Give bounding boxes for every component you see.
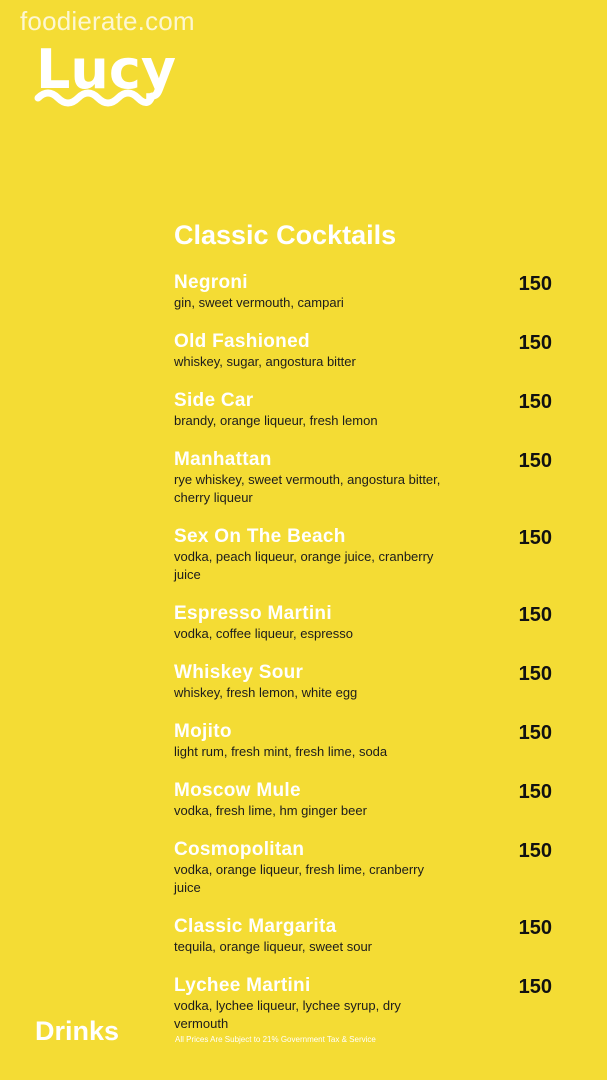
menu-item xyxy=(174,975,552,1033)
item-price: 150 xyxy=(518,722,552,744)
item-name: Moscow Mule xyxy=(174,780,301,801)
item-name: Espresso Martini xyxy=(174,603,332,624)
item-price: 150 xyxy=(518,527,552,549)
section-title: Classic Cocktails xyxy=(174,220,397,250)
item-name: Whiskey Sour xyxy=(174,662,304,683)
item-name: Cosmopolitan xyxy=(174,839,305,860)
item-description: vodka, fresh lime, hm ginger beer xyxy=(174,803,367,818)
menu-item xyxy=(174,272,552,312)
item-description: gin, sweet vermouth, campari xyxy=(174,295,344,310)
menu-item xyxy=(174,390,552,430)
menu-item xyxy=(174,662,552,702)
item-price: 150 xyxy=(518,391,552,413)
item-description: vodka, coffee liqueur, espresso xyxy=(174,626,353,641)
menu-item xyxy=(174,449,552,507)
item-description: whiskey, sugar, angostura bitter xyxy=(174,354,356,369)
menu-item xyxy=(174,721,552,761)
item-description: rye whiskey, sweet vermouth, angostura bitter, cherry liqueur xyxy=(174,472,441,505)
item-name: Mojito xyxy=(174,721,232,742)
menu-item xyxy=(174,526,552,584)
menu-item xyxy=(174,780,552,820)
item-price: 150 xyxy=(518,604,552,626)
item-description: vodka, lychee liqueur, lychee syrup, dry vermouth xyxy=(174,998,401,1031)
menu-item xyxy=(174,839,552,897)
item-name: Sex On The Beach xyxy=(174,526,346,547)
item-description: light rum, fresh mint, fresh lime, soda xyxy=(174,744,388,759)
menu-list xyxy=(174,272,552,1052)
brand-logo xyxy=(34,36,177,114)
brand-logo-text: Lucy xyxy=(36,38,177,101)
item-name: Classic Margarita xyxy=(174,916,337,937)
item-name: Side Car xyxy=(174,390,254,411)
item-description: vodka, peach liqueur, orange juice, cranberry juice xyxy=(174,549,434,582)
menu-item xyxy=(174,331,552,371)
item-name: Lychee Martini xyxy=(174,975,311,996)
item-price: 150 xyxy=(518,663,552,685)
item-price: 150 xyxy=(518,976,552,998)
watermark: foodierate.com xyxy=(20,6,195,36)
footer-category: Drinks xyxy=(35,1016,120,1046)
item-name: Manhattan xyxy=(174,449,272,470)
item-price: 150 xyxy=(518,781,552,803)
item-description: tequila, orange liqueur, sweet sour xyxy=(174,939,373,954)
menu-item xyxy=(174,603,552,643)
item-price: 150 xyxy=(518,450,552,472)
menu-item xyxy=(174,916,552,956)
item-description: brandy, orange liqueur, fresh lemon xyxy=(174,413,378,428)
item-price: 150 xyxy=(518,273,552,295)
item-description: whiskey, fresh lemon, white egg xyxy=(174,685,358,700)
item-price: 150 xyxy=(518,332,552,354)
item-price: 150 xyxy=(518,840,552,862)
footer-tax-note: All Prices Are Subject to 21% Government Tax & Service xyxy=(175,1035,376,1044)
item-description: vodka, orange liqueur, fresh lime, cranberry juice xyxy=(174,862,425,895)
item-name: Old Fashioned xyxy=(174,331,310,352)
item-name: Negroni xyxy=(174,272,248,293)
item-price: 150 xyxy=(518,917,552,939)
